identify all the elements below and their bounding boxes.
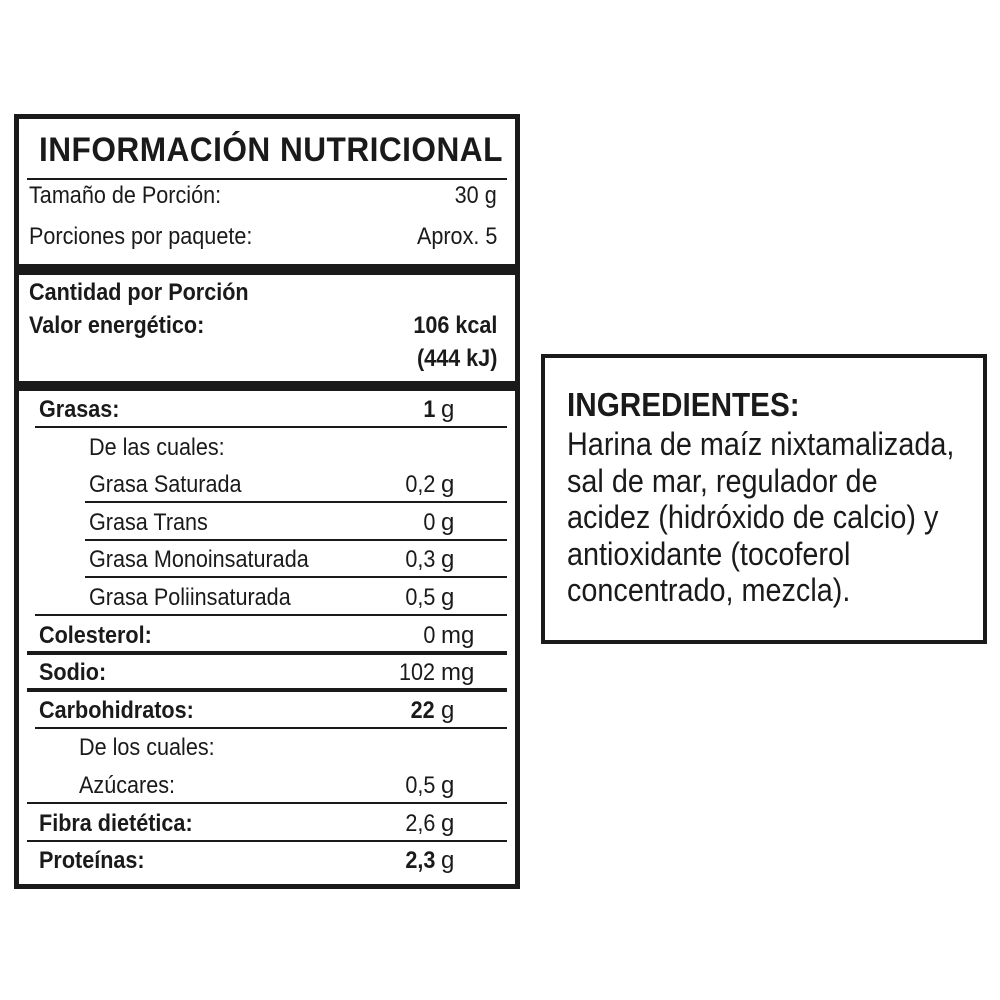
thick-divider xyxy=(19,264,515,275)
energy-kj: (444 kJ) xyxy=(416,345,497,372)
nutrient-row xyxy=(27,429,475,466)
nutrient-label: De las cuales: xyxy=(89,433,225,461)
nutrient-unit: g xyxy=(441,847,455,875)
nutrient-row xyxy=(27,842,475,879)
nutrient-unit: g xyxy=(441,772,455,799)
nutrient-unit: g xyxy=(441,471,455,499)
nutrient-amount: 2,6 xyxy=(404,809,435,837)
nutrient-amount: 0,5 xyxy=(404,584,435,611)
ingredients-panel xyxy=(541,354,987,644)
nutrient-unit: g xyxy=(441,396,455,423)
nutrient-unit: g xyxy=(441,696,455,724)
servings-per-package-label: Porciones por paquete: xyxy=(29,223,253,250)
ingredients-title: INGREDIENTES: xyxy=(567,386,800,423)
nutrient-row xyxy=(27,805,475,842)
ingredients-line: acidez (hidróxido de calcio) y xyxy=(567,499,939,535)
nutrient-row xyxy=(27,466,475,503)
nutrient-unit: g xyxy=(441,546,455,574)
nutrient-amount: 0,3 xyxy=(404,546,435,574)
ingredients-line: concentrado, mezcla). xyxy=(567,572,851,608)
nutrient-label: Sodio: xyxy=(39,659,107,687)
nutrient-label: Grasa Monoinsaturada xyxy=(89,546,309,574)
nutrient-amount: 0,5 xyxy=(404,772,435,799)
nutrient-row xyxy=(27,504,475,541)
ingredients-text xyxy=(567,426,981,609)
nutrient-unit: mg xyxy=(441,621,475,649)
nutrient-amount: 102 xyxy=(398,659,435,687)
nutrient-row xyxy=(27,729,475,766)
nutrient-row xyxy=(27,654,475,691)
nutrient-unit: g xyxy=(441,584,455,611)
ingredients-line: Harina de maíz nixtamalizada, xyxy=(567,426,955,462)
nutrient-amount: 22 xyxy=(410,696,435,724)
nutrition-facts-panel xyxy=(14,114,520,889)
nutrient-amount: 2,3 xyxy=(404,847,435,875)
nutrient-label: Grasa Saturada xyxy=(89,471,242,499)
nutrient-label: Grasa Poliinsaturada xyxy=(89,584,291,611)
thick-divider xyxy=(19,381,515,391)
nutrient-amount: 0 xyxy=(422,621,435,649)
nutrient-unit: mg xyxy=(441,659,475,687)
nutrient-row xyxy=(27,579,475,616)
ingredients-line: sal de mar, regulador de xyxy=(567,462,878,499)
nutrient-unit: g xyxy=(441,809,455,837)
nutrient-label: Fibra dietética: xyxy=(39,809,193,837)
nutrient-label: Colesterol: xyxy=(39,621,152,649)
nutrient-label: Proteínas: xyxy=(39,847,145,875)
nutrient-label: De los cuales: xyxy=(79,734,215,762)
nutrient-label: Azúcares: xyxy=(79,772,176,799)
nutrient-row xyxy=(27,541,475,578)
nutrient-label: Carbohidratos: xyxy=(39,696,194,724)
nutrient-amount: 0 xyxy=(422,508,435,536)
nutrition-title: INFORMACIÓN NUTRICIONAL xyxy=(39,131,503,169)
divider xyxy=(27,178,507,180)
energy-label: Valor energético: xyxy=(29,312,205,339)
serving-size-label: Tamaño de Porción: xyxy=(29,182,222,209)
nutrient-row xyxy=(27,617,475,654)
nutrient-amount: 0,2 xyxy=(404,471,435,499)
nutrient-amount: 1 xyxy=(422,396,435,423)
servings-per-package-value: Aprox. 5 xyxy=(416,223,497,250)
serving-size-value: 30 g xyxy=(454,182,497,209)
nutrient-unit: g xyxy=(441,508,455,536)
nutrient-label: Grasa Trans xyxy=(89,508,208,536)
ingredients-line: antioxidante (tocoferol xyxy=(567,535,851,572)
nutrient-label: Grasas: xyxy=(39,396,120,423)
nutrient-row xyxy=(27,692,475,729)
nutrient-row xyxy=(27,391,475,428)
energy-kcal: 106 kcal xyxy=(412,312,497,339)
nutrient-row xyxy=(27,767,475,804)
amount-per-serving-label: Cantidad por Porción xyxy=(29,279,249,306)
